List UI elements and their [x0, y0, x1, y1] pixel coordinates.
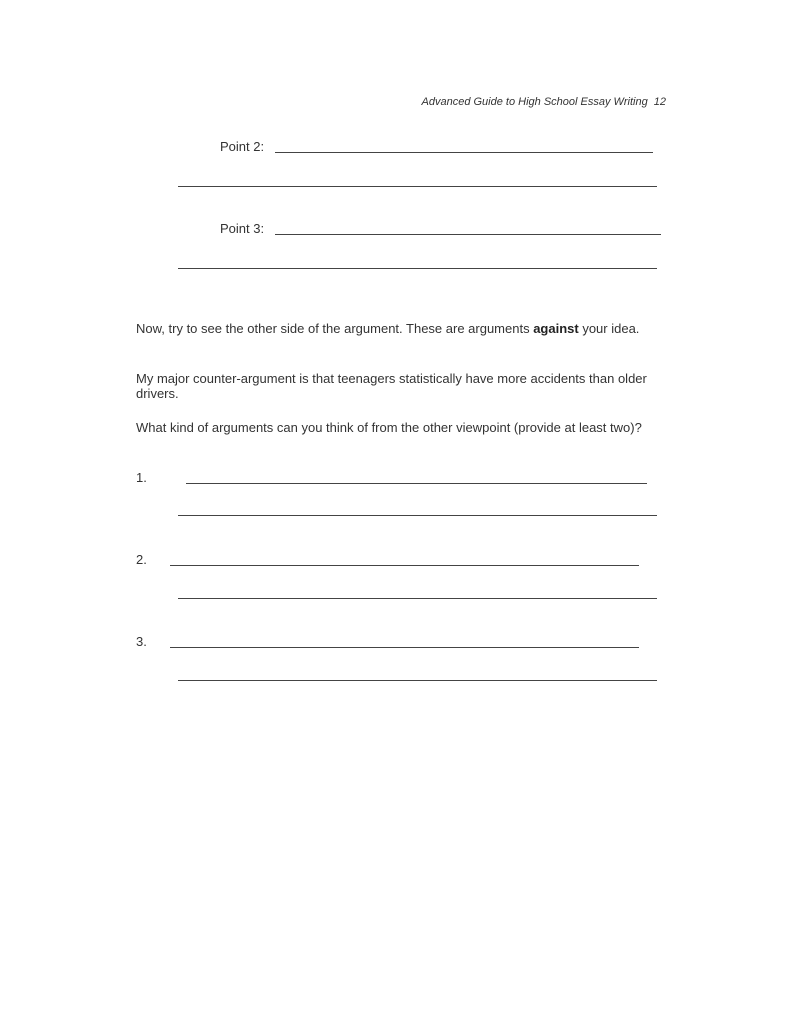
page-number: 12: [653, 96, 666, 108]
point-2-answer-line-2[interactable]: [178, 186, 657, 187]
item-3-answer-line-2[interactable]: [178, 680, 657, 681]
item-1-number: 1.: [136, 470, 147, 485]
intro-text-before: Now, try to see the other side of the argument. These are arguments: [136, 321, 534, 336]
intro-paragraph: [136, 321, 676, 336]
item-3-answer-line-1[interactable]: [170, 647, 639, 648]
item-2-answer-line-2[interactable]: [178, 598, 657, 599]
question-paragraph: What kind of arguments can you think of from the other viewpoint (provide at least two)?: [136, 420, 642, 435]
item-1-answer-line-1[interactable]: [186, 483, 647, 484]
point-3-label: Point 3:: [220, 221, 265, 236]
counter-argument-paragraph: My major counter-argument is that teenagers statistically have more accidents than older drivers.: [136, 371, 647, 401]
document-page: [78, 78, 718, 946]
point-3-answer-line-1[interactable]: [275, 234, 661, 235]
point-2-label: Point 2:: [220, 139, 265, 154]
point-3-answer-line-2[interactable]: [178, 268, 657, 269]
running-header: [0, 96, 666, 108]
intro-emphasis: against: [533, 321, 579, 336]
item-2-number: 2.: [136, 552, 147, 567]
item-1-answer-line-2[interactable]: [178, 515, 657, 516]
header-title: Advanced Guide to High School Essay Writing: [421, 96, 648, 108]
intro-text-after: your idea.: [578, 321, 640, 336]
item-3-number: 3.: [136, 634, 147, 649]
item-2-answer-line-1[interactable]: [170, 565, 639, 566]
point-2-answer-line-1[interactable]: [275, 152, 653, 153]
